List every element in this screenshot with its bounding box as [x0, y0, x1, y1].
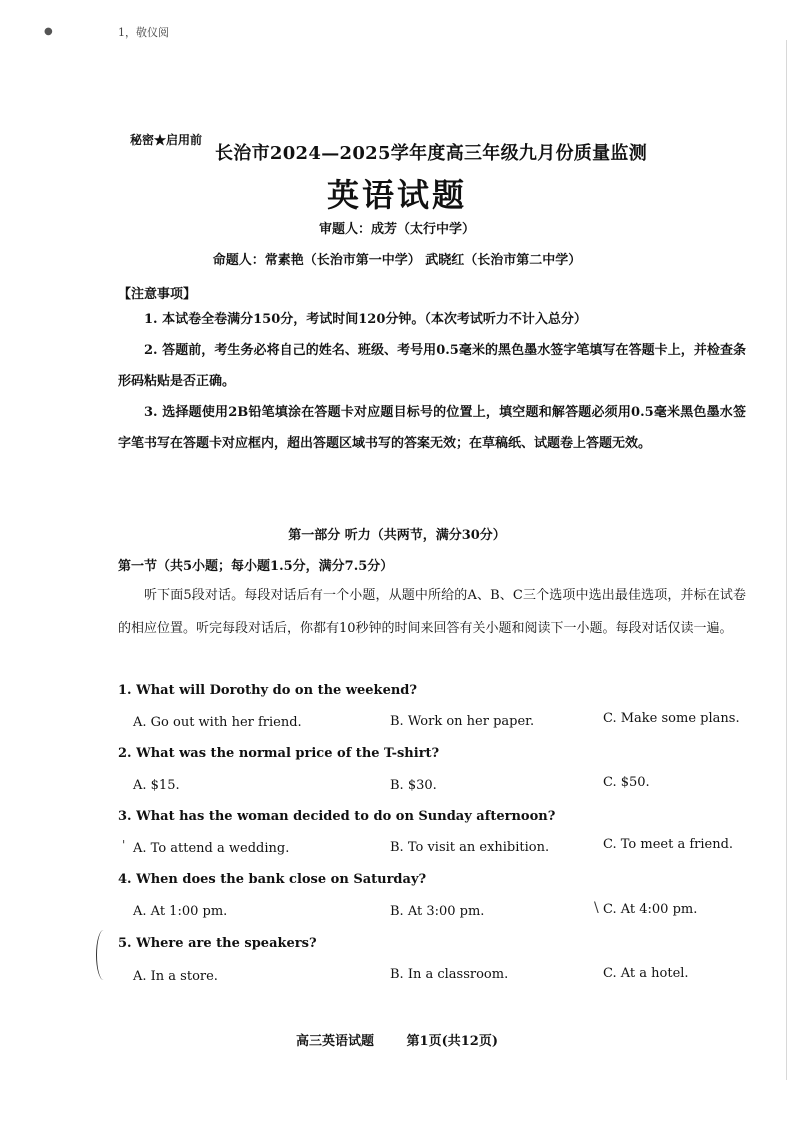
- corner-mark: ●: [44, 26, 53, 37]
- q2-option-b: B. $30.: [390, 778, 437, 793]
- q2-option-c: C. $50.: [603, 775, 650, 790]
- q2-option-a: A. $15.: [133, 778, 180, 793]
- secret-mark: 秘密★启用前: [130, 133, 203, 147]
- notice-item-3: 3. 选择题使用2B铅笔填涂在答题卡对应题目标号的位置上，填空题和解答题必须用0.5毫米黑色墨水签字笔书写在答题卡对应框内，超出答题区域书写的答案无效；在草稿纸、试题卷上答题无效。: [118, 405, 746, 451]
- part1-heading: 第一部分 听力（共两节，满分30分）: [288, 528, 506, 543]
- question-2: 2. What was the normal price of the T-shirt?: [118, 746, 440, 761]
- q3-option-a: A. To attend a wedding.: [133, 841, 290, 856]
- authors-line: 命题人：常素艳（长治市第一中学） 武晓红（长治市第二中学）: [212, 253, 582, 268]
- pen-bracket-mark: [96, 930, 111, 980]
- footer-subject: 高三英语试题: [296, 1034, 375, 1049]
- pen-tick-mark: \: [594, 900, 599, 916]
- corner-handwriting: 1，敬仪阅: [118, 26, 169, 39]
- question-1: 1. What will Dorothy do on the weekend?: [118, 683, 417, 698]
- q4-option-c: C. At 4:00 pm.: [603, 902, 698, 917]
- q1-option-b: B. Work on her paper.: [390, 714, 535, 729]
- notice-item-2: 2. 答题前，考生务必将自己的姓名、班级、考号用0.5毫米的黑色墨水签字笔填写在答题卡上，并检查条形码粘贴是否正确。: [118, 343, 746, 389]
- q5-option-a: A. In a store.: [133, 969, 218, 984]
- listening-instructions: 听下面5段对话。每段对话后有一个小题，从题中所给的A、B、C三个选项中选出最佳选项，并标在试卷的相应位置。听完每段对话后，你都有10秒钟的时间来回答有关小题和阅读下一小题。每段对话仅读一遍。: [118, 588, 746, 636]
- q4-option-a: A. At 1:00 pm.: [133, 904, 228, 919]
- q1-option-a: A. Go out with her friend.: [133, 715, 302, 730]
- notice-heading: 【注意事项】: [118, 287, 197, 302]
- footer-page-number: 第1页(共12页): [406, 1034, 498, 1049]
- q1-option-c: C. Make some plans.: [603, 711, 740, 726]
- q4-option-b: B. At 3:00 pm.: [390, 904, 485, 919]
- section1-heading: 第一节（共5小题；每小题1.5分，满分7.5分）: [118, 559, 394, 574]
- reviewer-line: 审题人：成芳（太行中学）: [318, 222, 475, 237]
- notice-item-1: 1. 本试卷全卷满分150分，考试时间120分钟。（本次考试听力不计入总分）: [144, 312, 587, 327]
- pen-mark: ': [122, 838, 126, 852]
- q5-option-b: B. In a classroom.: [390, 967, 509, 982]
- question-4: 4. When does the bank close on Saturday?: [118, 872, 427, 887]
- q5-option-c: C. At a hotel.: [603, 966, 689, 981]
- exam-title: 长治市2024—2025学年度高三年级九月份质量监测: [215, 143, 647, 164]
- q3-option-c: C. To meet a friend.: [603, 837, 734, 852]
- subject-title: 英语试题: [326, 176, 467, 214]
- question-5: 5. Where are the speakers?: [118, 936, 317, 951]
- q3-option-b: B. To visit an exhibition.: [390, 840, 550, 855]
- page-footer: [0, 1030, 794, 1049]
- question-3: 3. What has the woman decided to do on Sunday afternoon?: [118, 809, 556, 824]
